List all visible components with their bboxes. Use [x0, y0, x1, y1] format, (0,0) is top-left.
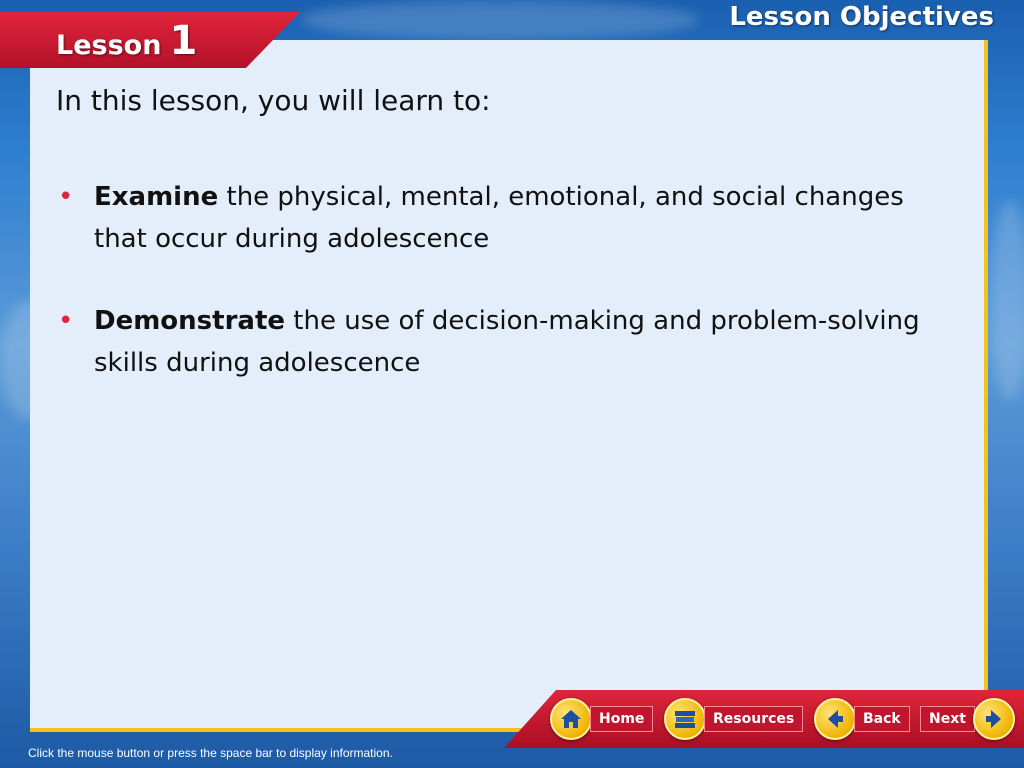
- objectives-list: [56, 176, 936, 424]
- list-item: [56, 176, 936, 260]
- objective-text: the physical, mental, emotional, and social changes that occur during adolescence: [94, 182, 904, 254]
- back-label: Back: [854, 706, 910, 732]
- next-button[interactable]: [920, 696, 1015, 742]
- lesson-number: 1: [169, 18, 198, 64]
- home-label: Home: [590, 706, 653, 732]
- footer-hint: Click the mouse button or press the space bar to display information.: [28, 746, 393, 760]
- bullet-icon: •: [58, 306, 74, 336]
- objective-text: the use of decision-making and problem-solving skills during adolescence: [94, 306, 920, 378]
- next-label: Next: [920, 706, 975, 732]
- back-button[interactable]: [814, 696, 910, 742]
- background-cloud: [300, 0, 700, 40]
- home-button[interactable]: [550, 696, 653, 742]
- objective-keyword: Examine: [94, 182, 219, 212]
- arrow-left-icon: [814, 698, 856, 740]
- objective-keyword: Demonstrate: [94, 306, 286, 336]
- resources-button[interactable]: [664, 696, 803, 742]
- bullet-icon: •: [58, 182, 74, 212]
- arrow-right-icon: [973, 698, 1015, 740]
- books-icon: [664, 698, 706, 740]
- lesson-title: [56, 18, 197, 64]
- intro-text: In this lesson, you will learn to:: [56, 84, 491, 117]
- resources-label: Resources: [704, 706, 803, 732]
- section-title: Lesson Objectives: [729, 2, 994, 32]
- background-cloud: [990, 200, 1024, 400]
- home-icon: [550, 698, 592, 740]
- list-item: [56, 300, 936, 384]
- lesson-word: Lesson: [56, 30, 162, 61]
